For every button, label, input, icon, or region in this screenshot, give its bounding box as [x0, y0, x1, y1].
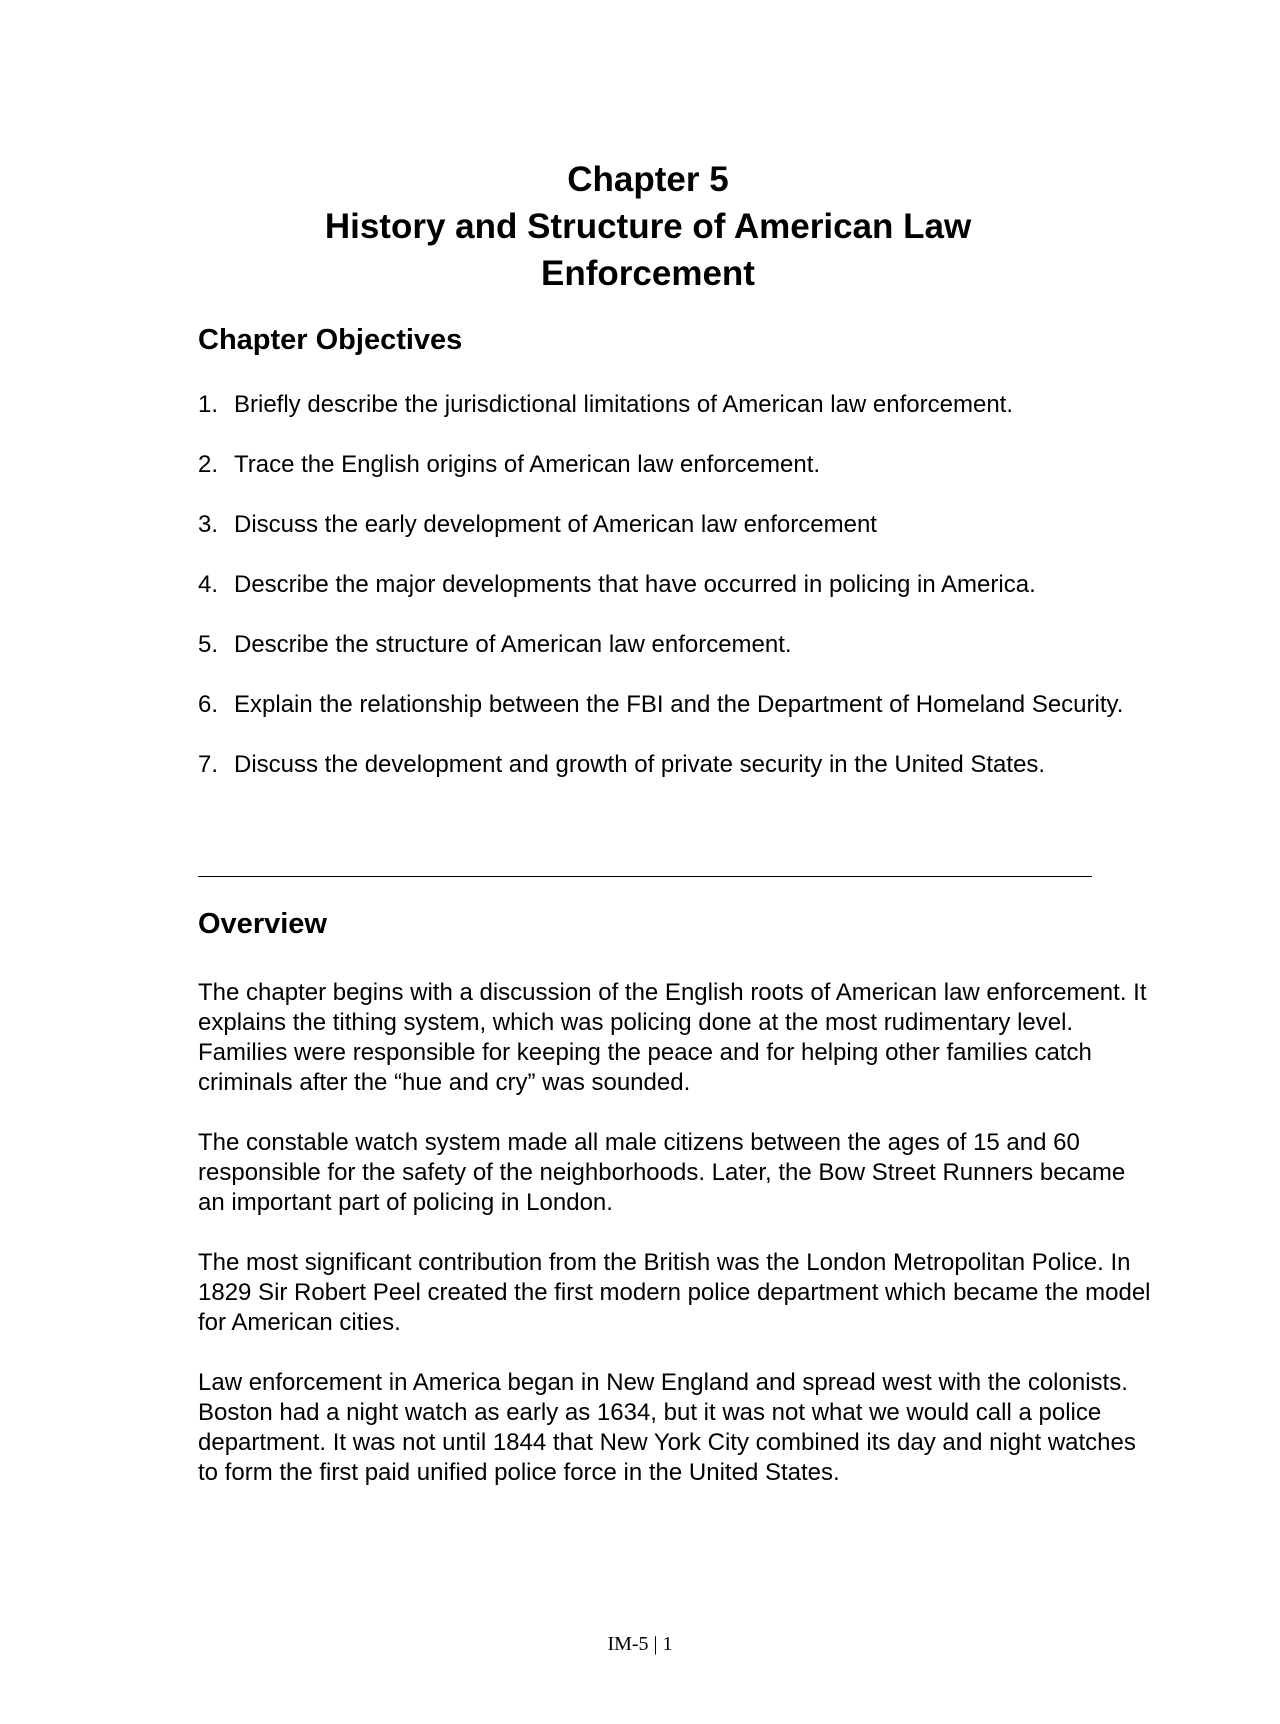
objective-number: 6. [198, 691, 219, 718]
objective-item [198, 690, 1158, 720]
objective-number: 7. [198, 751, 219, 778]
chapter-number: Chapter 5 [567, 160, 729, 199]
objective-item [198, 510, 1158, 540]
objective-number: 3. [198, 511, 219, 538]
section-divider [198, 876, 1092, 877]
objective-number: 4. [198, 571, 219, 598]
overview-paragraph: Law enforcement in America began in New England and spread west with the colonists. Boston had a night watch as early as 1634, but it was not what we would call a police department. It was not until 1844 that New York City combined its day and night watches to form the first paid unified police force in the United States. [198, 1369, 1136, 1486]
objective-item [198, 630, 1158, 660]
chapter-title [198, 156, 1098, 297]
objective-text: Describe the major developments that have occurred in policing in America. [234, 571, 1036, 598]
overview-paragraph: The constable watch system made all male citizens between the ages of 15 and 60 responsible for the safety of the neighborhoods. Later, the Bow Street Runners became an important part of policing in London. [198, 1129, 1126, 1216]
overview-paragraph: The chapter begins with a discussion of the English roots of American law enforcement. It explains the tithing system, which was policing done at the most rudimentary level. Families were responsible for keeping the peace and for helping other families catch criminals after the “hue and cry” was sounded. [198, 979, 1147, 1096]
objective-text: Explain the relationship between the FBI and the Department of Homeland Security. [234, 691, 1124, 718]
objective-text: Trace the English origins of American law enforcement. [234, 451, 821, 478]
objective-number: 2. [198, 451, 219, 478]
overview-paragraph: The most significant contribution from the British was the London Metropolitan Police. In 1829 Sir Robert Peel created the first modern police department which became the model for American cities. [198, 1249, 1151, 1336]
objective-text: Describe the structure of American law enforcement. [234, 631, 792, 658]
objective-text: Discuss the early development of American law enforcement [234, 511, 877, 538]
objective-item [198, 750, 1158, 780]
objectives-heading: Chapter Objectives [198, 324, 463, 356]
objective-item [198, 450, 1158, 480]
chapter-title-line: History and Structure of American Law [324, 207, 972, 246]
chapter-title-line: Enforcement [541, 254, 755, 293]
page-number: IM-5 | 1 [607, 1633, 673, 1655]
objective-item [198, 570, 1158, 600]
objective-number: 5. [198, 631, 219, 658]
objective-text: Briefly describe the jurisdictional limitations of American law enforcement. [234, 391, 1014, 418]
overview-body [198, 978, 1158, 1518]
objective-item [198, 390, 1158, 420]
page-footer [0, 1632, 1280, 1656]
objective-number: 1. [198, 391, 219, 418]
objectives-list [198, 390, 1158, 810]
objective-text: Discuss the development and growth of private security in the United States. [234, 751, 1046, 778]
overview-heading: Overview [198, 908, 327, 940]
